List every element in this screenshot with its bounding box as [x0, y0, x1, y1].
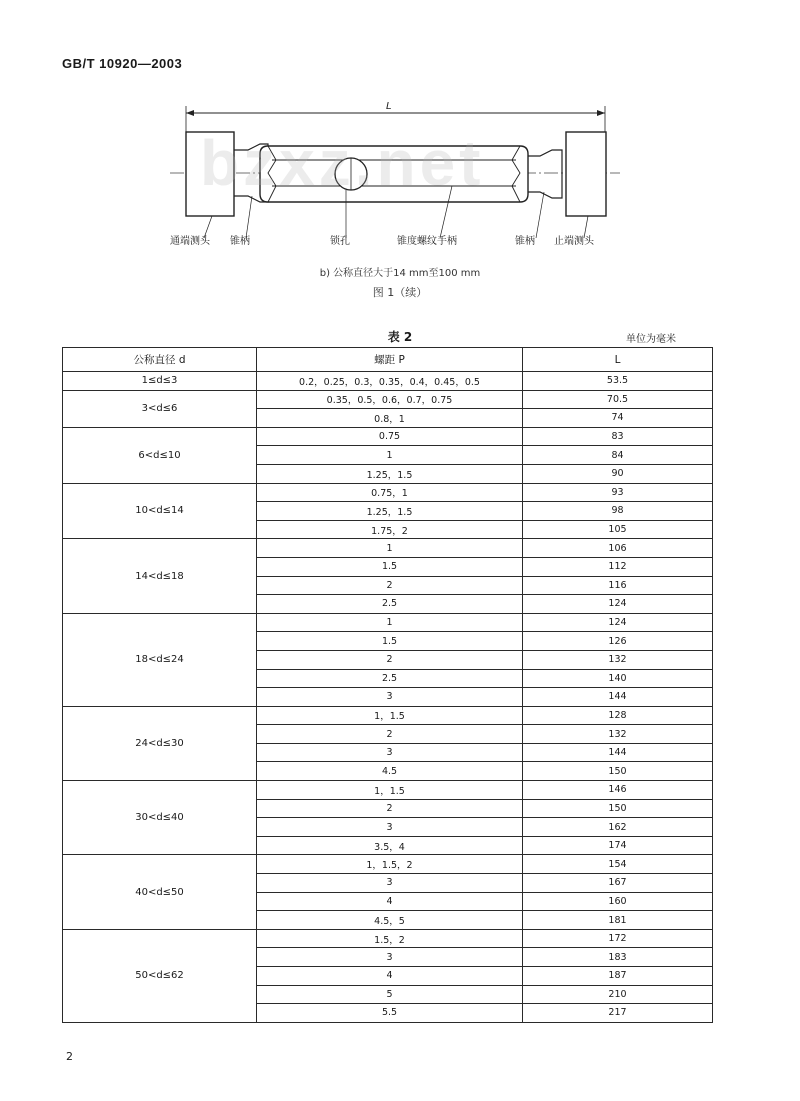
table-row [63, 483, 713, 502]
nominal-diameter-range: 6<d≤10 [63, 427, 257, 483]
gauge-length-table [62, 347, 713, 1023]
pitch-cell: 1，1.5 [257, 781, 523, 800]
pitch-cell: 1.75，2 [257, 520, 523, 539]
length-cell: 124 [523, 595, 713, 614]
table-row [63, 427, 713, 446]
length-cell: 150 [523, 799, 713, 818]
label-taper-shank-right: 锥柄 [515, 236, 535, 247]
pitch-cell: 1 [257, 613, 523, 632]
length-cell: 128 [523, 706, 713, 725]
header-length: L [523, 348, 713, 372]
pitch-cell: 0.75，1 [257, 483, 523, 502]
pitch-cell: 2.5 [257, 669, 523, 688]
length-cell: 124 [523, 613, 713, 632]
header-nominal-diameter: 公称直径 d [63, 348, 257, 372]
table-row [63, 372, 713, 391]
pitch-cell: 4 [257, 967, 523, 986]
label-handle: 锥度螺纹手柄 [397, 236, 457, 247]
pitch-cell: 1.5 [257, 632, 523, 651]
table-header-row [63, 348, 713, 372]
length-cell: 126 [523, 632, 713, 651]
pitch-cell: 1.25，1.5 [257, 464, 523, 483]
unit-label: 单位为毫米 [626, 334, 676, 345]
pitch-cell: 1 [257, 539, 523, 558]
pitch-cell: 5 [257, 985, 523, 1004]
pitch-cell: 5.5 [257, 1004, 523, 1023]
length-cell: 181 [523, 911, 713, 930]
length-cell: 140 [523, 669, 713, 688]
pitch-cell: 0.2，0.25，0.3，0.35，0.4，0.45，0.5 [257, 372, 523, 391]
length-cell: 187 [523, 967, 713, 986]
no-go-gauge-head [566, 132, 606, 216]
pitch-cell: 0.75 [257, 427, 523, 446]
pitch-cell: 2 [257, 576, 523, 595]
length-cell: 93 [523, 483, 713, 502]
standard-code: GB/T 10920—2003 [62, 56, 183, 71]
pitch-cell: 0.8，1 [257, 409, 523, 428]
length-cell: 217 [523, 1004, 713, 1023]
nominal-diameter-range: 24<d≤30 [63, 706, 257, 780]
pitch-cell: 3 [257, 688, 523, 707]
nominal-diameter-range: 40<d≤50 [63, 855, 257, 929]
pitch-cell: 1.5，2 [257, 929, 523, 948]
table-row [63, 539, 713, 558]
length-cell: 84 [523, 446, 713, 465]
length-cell: 167 [523, 874, 713, 893]
length-cell: 53.5 [523, 372, 713, 391]
length-cell: 74 [523, 409, 713, 428]
label-taper-shank-left: 锥柄 [230, 236, 250, 247]
length-cell: 132 [523, 650, 713, 669]
figure-caption: b) 公称直径大于14 mm至100 mm [319, 268, 481, 279]
pitch-cell: 1.5 [257, 557, 523, 576]
label-no-go-gauge-head: 止端测头 [554, 236, 594, 247]
length-cell: 105 [523, 520, 713, 539]
length-cell: 150 [523, 762, 713, 781]
length-cell: 144 [523, 743, 713, 762]
pitch-cell: 2 [257, 650, 523, 669]
length-cell: 160 [523, 892, 713, 911]
pitch-cell: 4.5 [257, 762, 523, 781]
figure-title: 图 1（续） [372, 286, 428, 299]
table-row [63, 855, 713, 874]
nominal-diameter-range: 50<d≤62 [63, 929, 257, 1022]
nominal-diameter-range: 18<d≤24 [63, 613, 257, 706]
length-cell: 174 [523, 836, 713, 855]
length-cell: 172 [523, 929, 713, 948]
table-row [63, 706, 713, 725]
label-go-gauge-head: 通端测头 [170, 236, 210, 247]
pitch-cell: 3 [257, 948, 523, 967]
pitch-cell: 1，1.5 [257, 706, 523, 725]
table-row [63, 390, 713, 409]
length-cell: 70.5 [523, 390, 713, 409]
nominal-diameter-range: 14<d≤18 [63, 539, 257, 613]
page-number: 2 [66, 1050, 73, 1063]
pitch-cell: 3.5，4 [257, 836, 523, 855]
pitch-cell: 2 [257, 725, 523, 744]
length-cell: 83 [523, 427, 713, 446]
length-cell: 132 [523, 725, 713, 744]
table-title: 表 2 [387, 330, 413, 344]
pitch-cell: 4.5，5 [257, 911, 523, 930]
nominal-diameter-range: 1≤d≤3 [63, 372, 257, 391]
pitch-cell: 3 [257, 874, 523, 893]
length-cell: 210 [523, 985, 713, 1004]
length-cell: 183 [523, 948, 713, 967]
length-cell: 112 [523, 557, 713, 576]
length-cell: 146 [523, 781, 713, 800]
pitch-cell: 0.35，0.5，0.6，0.7，0.75 [257, 390, 523, 409]
nominal-diameter-range: 10<d≤14 [63, 483, 257, 539]
table-row [63, 613, 713, 632]
table-row [63, 929, 713, 948]
pitch-cell: 2.5 [257, 595, 523, 614]
length-cell: 106 [523, 539, 713, 558]
header-pitch: 螺距 P [257, 348, 523, 372]
nominal-diameter-range: 30<d≤40 [63, 781, 257, 855]
pitch-cell: 4 [257, 892, 523, 911]
pitch-cell: 1 [257, 446, 523, 465]
length-cell: 162 [523, 818, 713, 837]
watermark: bzxz.net [200, 127, 485, 199]
pitch-cell: 3 [257, 818, 523, 837]
length-cell: 90 [523, 464, 713, 483]
length-cell: 144 [523, 688, 713, 707]
table-row [63, 781, 713, 800]
table-body [63, 372, 713, 1023]
pitch-cell: 1，1.5，2 [257, 855, 523, 874]
pitch-cell: 1.25，1.5 [257, 502, 523, 521]
dimension-label: L [386, 101, 392, 112]
length-cell: 116 [523, 576, 713, 595]
label-lock-hole: 锁孔 [330, 236, 350, 247]
pitch-cell: 3 [257, 743, 523, 762]
nominal-diameter-range: 3<d≤6 [63, 390, 257, 427]
length-cell: 98 [523, 502, 713, 521]
pitch-cell: 2 [257, 799, 523, 818]
length-cell: 154 [523, 855, 713, 874]
